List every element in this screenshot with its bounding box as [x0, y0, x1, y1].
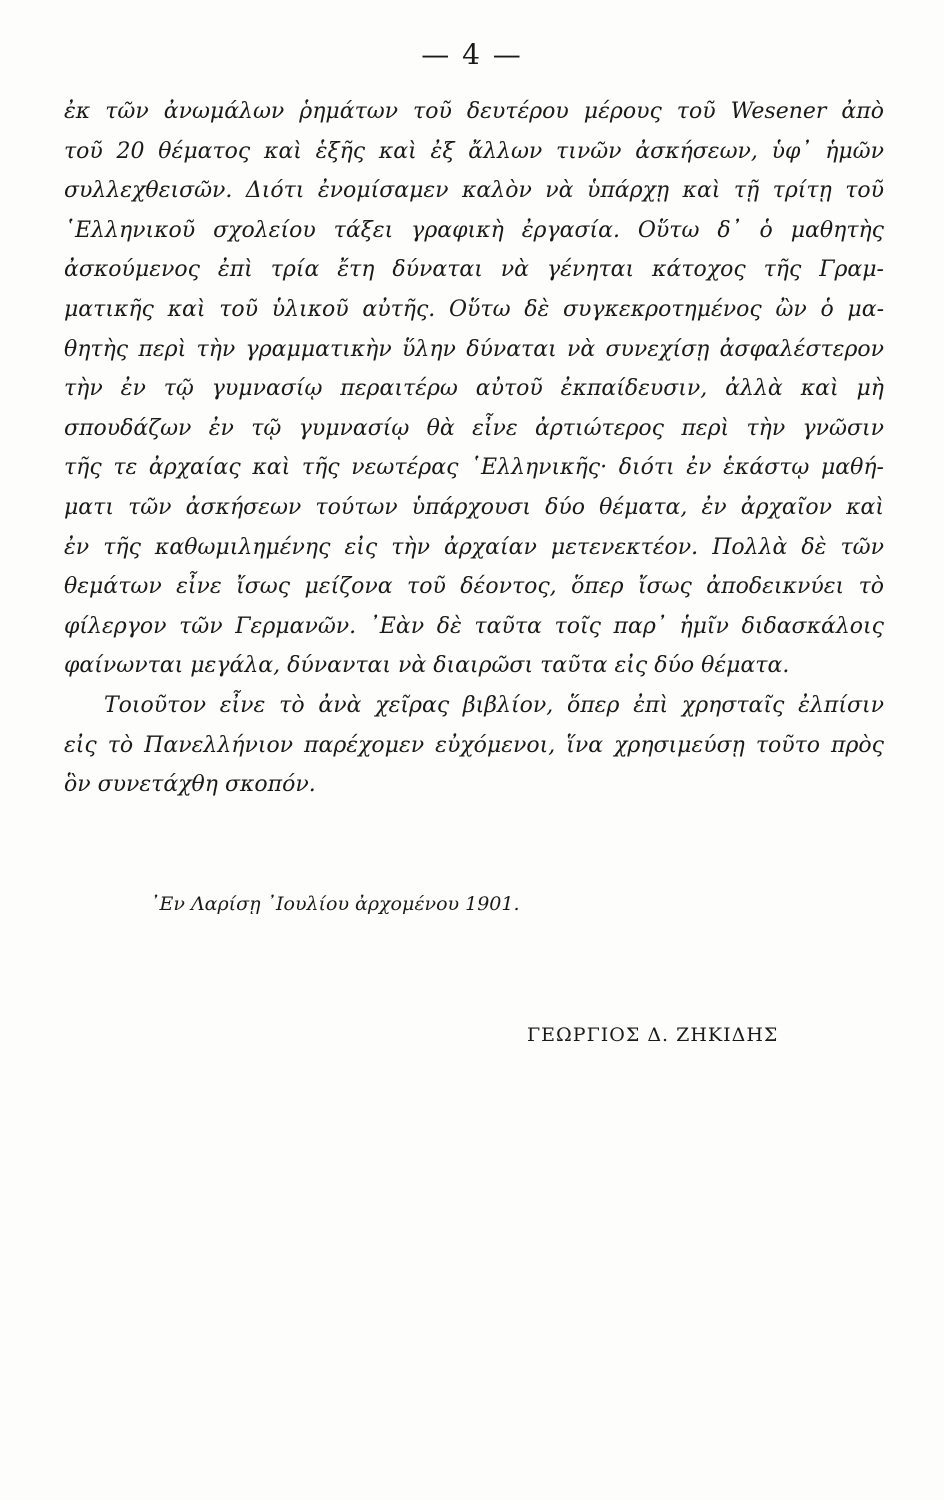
text-line: τὴν ἐν τῷ γυμνασίῳ περαιτέρω αὐτοῦ ἐκπαίδευσιν, ἀλλὰ καὶ μὴ	[64, 376, 884, 402]
text-line: ματι τῶν ἀσκήσεων τούτων ὑπάρχουσι δύο θέματα, ἐν ἀρχαῖον καὶ	[64, 494, 884, 520]
text-line: ὃν συνετάχθη σκοπόν.	[64, 772, 316, 798]
body-text	[64, 92, 884, 805]
text-line: τῆς τε ἀρχαίας καὶ τῆς νεωτέρας ῾Ελληνικῆς· διότι ἐν ἑκάστῳ μαθή-	[64, 455, 884, 481]
text-line: φαίνωνται μεγάλα, δύνανται νὰ διαιρῶσι ταῦτα εἰς δύο θέματα.	[64, 653, 790, 679]
paragraph-start-line: Τοιοῦτον εἶνε τὸ ἀνὰ χεῖρας βιβλίον, ὅπερ ἐπὶ χρησταῖς ἐλπίσιν	[104, 692, 884, 718]
dateline: ᾿Εν Λαρίσῃ ᾿Ιουλίου ἀρχομένου 1901.	[150, 893, 520, 915]
text-line: εἰς τὸ Πανελλήνιον παρέχομεν εὐχόμενοι, ἵνα χρησιμεύσῃ τοῦτο πρὸς	[64, 732, 884, 758]
text-line: θεμάτων εἶνε ἴσως μείζονα τοῦ δέοντος, ὅπερ ἴσως ἀποδεικνύει τὸ	[64, 574, 884, 600]
text-line: ῾Ελληνικοῦ σχολείου τάξει γραφικὴ ἐργασία. Οὕτω δ᾽ ὁ μαθητὴς	[64, 217, 884, 243]
text-line: συλλεχθεισῶν. Διότι ἐνομίσαμεν καλὸν νὰ ὑπάρχῃ καὶ τῇ τρίτῃ τοῦ	[64, 178, 884, 204]
text-line: σπουδάζων ἐν τῷ γυμνασίῳ θὰ εἶνε ἀρτιώτερος περὶ τὴν γνῶσιν	[64, 415, 884, 441]
text-line: ἐν τῆς καθωμιλημένης εἰς τὴν ἀρχαίαν μετενεκτέον. Πολλὰ δὲ τῶν	[64, 534, 884, 560]
author-signature: ΓΕΩΡΓΙΟΣ Δ. ΖΗΚΙΔΗΣ	[527, 1024, 779, 1046]
text-line: ἀσκούμενος ἐπὶ τρία ἔτη δύναται νὰ γένηται κάτοχος τῆς Γραμ-	[64, 257, 884, 283]
page-number: — 4 —	[421, 38, 523, 71]
text-line: θητὴς περὶ τὴν γραμματικὴν ὕλην δύναται νὰ συνεχίσῃ ἀσφαλέστερον	[64, 336, 884, 362]
text-line: τοῦ 20 θέματος καὶ ἑξῆς καὶ ἐξ ἄλλων τινῶν ἀσκήσεων, ὑφ᾽ ἡμῶν	[64, 138, 884, 164]
text-line: ματικῆς καὶ τοῦ ὑλικοῦ αὐτῆς. Οὕτω δὲ συγκεκροτημένος ὢν ὁ μα-	[64, 296, 884, 322]
text-line: φίλεργον τῶν Γερμανῶν. ᾿Εὰν δὲ ταῦτα τοῖς παρ᾽ ἡμῖν διδασκάλοις	[64, 613, 884, 639]
text-line: ἐκ τῶν ἀνωμάλων ῥημάτων τοῦ δευτέρου μέρους τοῦ Wesener ἀπὸ	[64, 99, 884, 124]
